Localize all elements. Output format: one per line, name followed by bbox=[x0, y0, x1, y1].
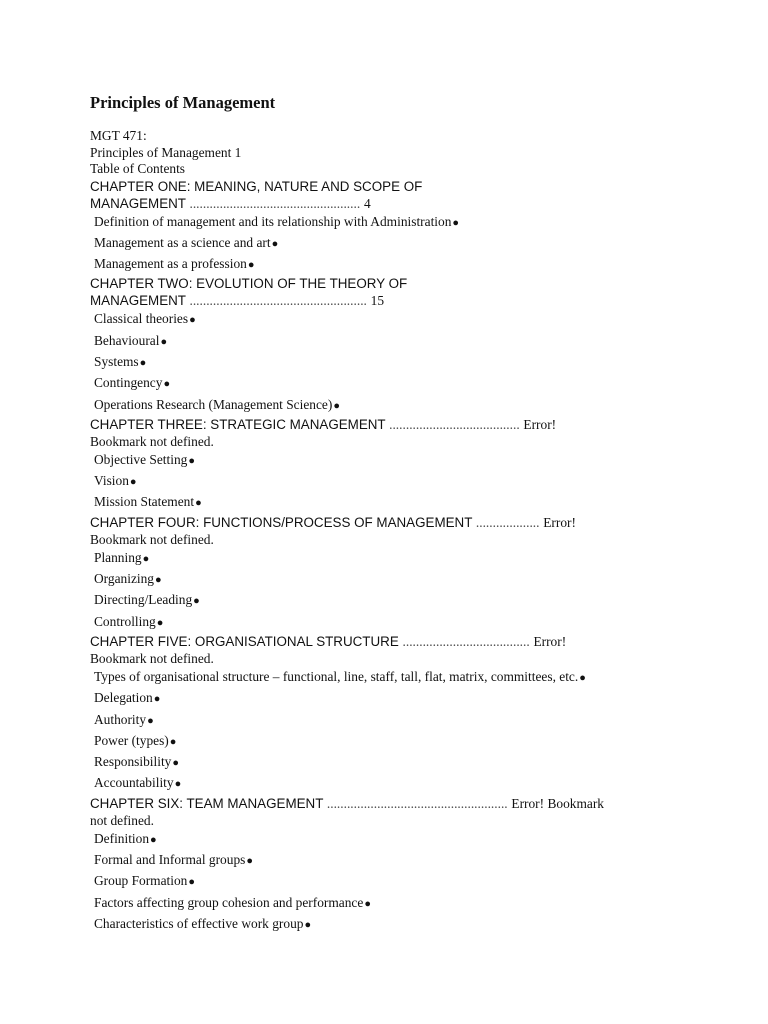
page-reference: Error! bbox=[523, 416, 557, 432]
bullet-icon: ● bbox=[271, 237, 279, 250]
topic-item bbox=[90, 688, 690, 709]
topic-label: Behavioural bbox=[94, 332, 160, 348]
chapter-title: CHAPTER ONE: MEANING, NATURE AND SCOPE OF bbox=[90, 178, 423, 194]
chapter-topic-list bbox=[90, 212, 690, 276]
topic-label: Delegation bbox=[94, 690, 153, 706]
topic-item bbox=[90, 492, 690, 513]
bullet-icon: ● bbox=[247, 259, 255, 272]
topic-label: Organizing bbox=[94, 571, 154, 587]
topic-label: Planning bbox=[94, 549, 142, 565]
bullet-icon: ● bbox=[160, 335, 168, 348]
bullet-icon: ● bbox=[153, 693, 161, 706]
bullet-icon: ● bbox=[139, 356, 147, 369]
leader-dots: ...................................................... bbox=[326, 795, 508, 811]
topic-item bbox=[90, 254, 690, 275]
chapter-topic-list bbox=[90, 309, 690, 415]
page-reference-continued: Bookmark not defined. bbox=[90, 433, 214, 449]
toc-entry-chapter[interactable] bbox=[90, 795, 690, 829]
course-name: Principles of Management 1 bbox=[90, 144, 242, 160]
bullet-icon: ● bbox=[150, 833, 157, 846]
bullet-icon: ● bbox=[129, 476, 137, 489]
bullet-icon: ● bbox=[142, 552, 150, 565]
topic-label: Classical theories bbox=[94, 311, 189, 327]
topic-label: Characteristics of effective work group bbox=[94, 915, 304, 931]
topic-label: Systems bbox=[94, 353, 139, 369]
bullet-icon: ● bbox=[452, 216, 460, 229]
chapter-title: CHAPTER SIX: TEAM MANAGEMENT bbox=[90, 795, 324, 811]
topic-item bbox=[90, 212, 690, 233]
leader-dots: ................................................... bbox=[189, 195, 361, 211]
topic-item bbox=[90, 548, 690, 569]
document-title: Principles of Management bbox=[90, 93, 276, 112]
chapter-topic-list bbox=[90, 450, 690, 514]
topic-item bbox=[90, 590, 690, 611]
toc-entry-chapter[interactable] bbox=[90, 275, 690, 309]
document-page bbox=[90, 92, 690, 935]
bullet-icon: ● bbox=[156, 616, 164, 629]
chapter-topic-list bbox=[90, 829, 690, 935]
table-of-contents bbox=[90, 178, 690, 936]
topic-label: Group Formation bbox=[94, 873, 188, 889]
topic-item bbox=[90, 914, 690, 935]
topic-item bbox=[90, 667, 690, 688]
chapter-topic-list bbox=[90, 548, 690, 633]
chapter-topic-list bbox=[90, 667, 690, 795]
topic-item bbox=[90, 395, 690, 416]
topic-label: Accountability bbox=[94, 775, 174, 791]
bullet-icon: ● bbox=[195, 497, 202, 510]
topic-item bbox=[90, 569, 690, 590]
bullet-icon: ● bbox=[188, 876, 196, 889]
bullet-icon: ● bbox=[364, 897, 371, 910]
bullet-icon: ● bbox=[193, 595, 200, 608]
bullet-icon: ● bbox=[169, 735, 177, 748]
page-reference: 15 bbox=[370, 293, 385, 309]
topic-item bbox=[90, 731, 690, 752]
leader-dots: ..................................................... bbox=[189, 293, 367, 309]
topic-label: Mission Statement bbox=[94, 494, 195, 510]
chapter-title: CHAPTER FOUR: FUNCTIONS/PROCESS OF MANAGEMENT bbox=[90, 514, 473, 530]
bullet-icon: ● bbox=[188, 454, 195, 467]
topic-item bbox=[90, 710, 690, 731]
page-reference: 4 bbox=[363, 195, 371, 211]
toc-heading: Table of Contents bbox=[90, 161, 186, 176]
topic-item bbox=[90, 773, 690, 794]
topic-item bbox=[90, 373, 690, 394]
topic-item bbox=[90, 612, 690, 633]
topic-label: Vision bbox=[94, 473, 129, 489]
topic-item bbox=[90, 752, 690, 773]
topic-item bbox=[90, 233, 690, 254]
leader-dots: ................... bbox=[475, 514, 540, 530]
topic-item bbox=[90, 471, 690, 492]
topic-item bbox=[90, 850, 690, 871]
topic-label: Objective Setting bbox=[94, 451, 188, 467]
bullet-icon: ● bbox=[579, 671, 586, 684]
leader-dots: ...................................... bbox=[402, 633, 530, 649]
topic-item bbox=[90, 331, 690, 352]
leader-dots: ....................................... bbox=[389, 416, 520, 432]
bullet-icon: ● bbox=[246, 855, 254, 868]
topic-label: Definition bbox=[94, 830, 150, 846]
toc-entry-chapter[interactable] bbox=[90, 416, 690, 450]
topic-label: Management as a profession bbox=[94, 256, 247, 272]
page-reference: Error! Bookmark bbox=[511, 795, 604, 811]
page-reference-continued: Bookmark not defined. bbox=[90, 531, 214, 547]
bullet-icon: ● bbox=[189, 314, 196, 327]
bullet-icon: ● bbox=[163, 378, 171, 391]
topic-label: Management as a science and art bbox=[94, 234, 271, 250]
page-reference-continued: not defined. bbox=[90, 812, 154, 828]
topic-item bbox=[90, 352, 690, 373]
toc-entry-chapter[interactable] bbox=[90, 514, 690, 548]
topic-item bbox=[90, 309, 690, 330]
topic-item bbox=[90, 829, 690, 850]
bullet-icon: ● bbox=[174, 778, 182, 791]
topic-label: Types of organisational structure – functional, line, staff, tall, flat, matrix, committees, etc. bbox=[94, 668, 579, 684]
bullet-icon: ● bbox=[155, 574, 162, 587]
toc-entry-chapter[interactable] bbox=[90, 178, 690, 212]
topic-item bbox=[90, 871, 690, 892]
topic-label: Contingency bbox=[94, 375, 163, 391]
bullet-icon: ● bbox=[172, 757, 180, 770]
chapter-title: CHAPTER FIVE: ORGANISATIONAL STRUCTURE bbox=[90, 633, 399, 649]
chapter-title-continued: MANAGEMENT bbox=[90, 195, 186, 211]
topic-item bbox=[90, 450, 690, 471]
toc-entry-chapter[interactable] bbox=[90, 633, 690, 667]
bullet-icon: ● bbox=[147, 714, 154, 727]
topic-label: Power (types) bbox=[94, 732, 169, 748]
topic-label: Controlling bbox=[94, 613, 156, 629]
page-reference-continued: Bookmark not defined. bbox=[90, 650, 214, 666]
bullet-icon: ● bbox=[304, 918, 312, 931]
topic-label: Definition of management and its relationship with Administration bbox=[94, 213, 452, 229]
topic-label: Directing/Leading bbox=[94, 592, 193, 608]
chapter-title-continued: MANAGEMENT bbox=[90, 293, 186, 309]
page-reference: Error! bbox=[543, 514, 576, 530]
topic-label: Formal and Informal groups bbox=[94, 852, 246, 868]
topic-label: Authority bbox=[94, 711, 147, 727]
topic-item bbox=[90, 893, 690, 914]
topic-label: Responsibility bbox=[94, 754, 172, 770]
course-code: MGT 471: bbox=[90, 128, 147, 143]
page-reference: Error! bbox=[533, 633, 567, 649]
chapter-title: CHAPTER TWO: EVOLUTION OF THE THEORY OF bbox=[90, 276, 408, 292]
topic-label: Factors affecting group cohesion and performance bbox=[94, 894, 364, 910]
bullet-icon: ● bbox=[333, 399, 340, 412]
chapter-title: CHAPTER THREE: STRATEGIC MANAGEMENT bbox=[90, 416, 386, 432]
topic-label: Operations Research (Management Science) bbox=[94, 396, 333, 412]
